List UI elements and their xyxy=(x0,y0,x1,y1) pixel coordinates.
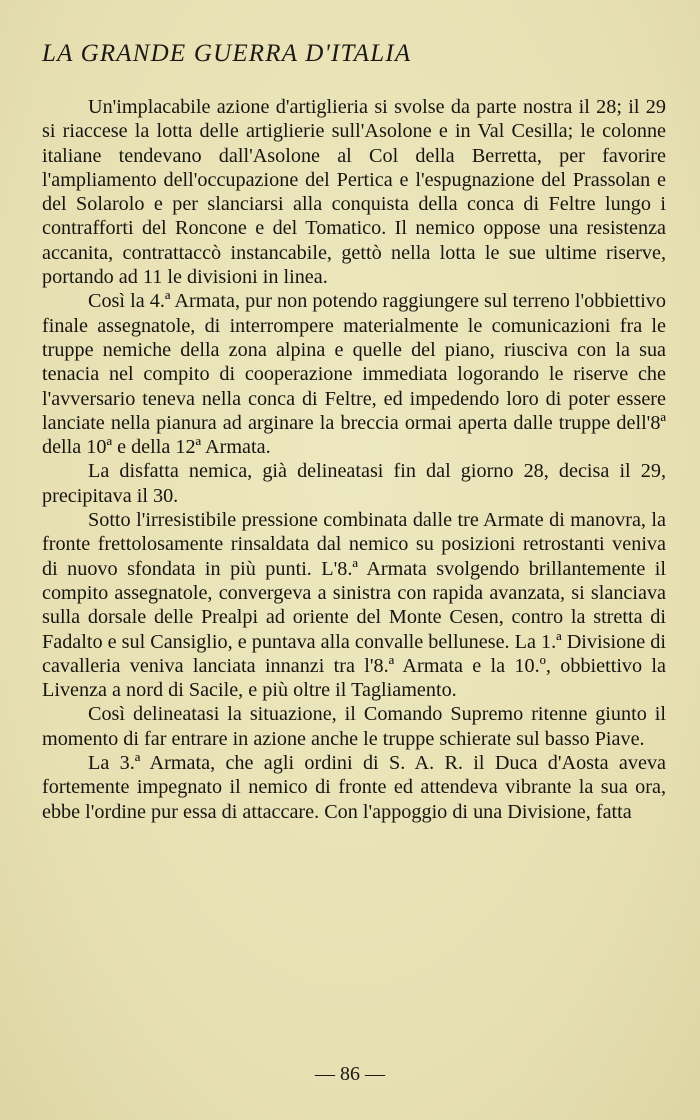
paragraph: La 3.ª Armata, che agli ordini di S. A. R. il Duca d'Aosta aveva fortemente impegnato il nemico di fronte ed attendeva vibrante la sua ora, ebbe l'ordine pur essa di attaccare. Con l'appoggio di una Divisione, fatta xyxy=(42,752,666,823)
paragraph: Così delineatasi la situazione, il Comando Supremo ritenne giunto il momento di far entrare in azione anche le truppe schierate sul basso Piave. xyxy=(42,703,666,750)
paragraph: La disfatta nemica, già delineatasi fin dal giorno 28, decisa il 29, precipitava il 30. xyxy=(42,460,666,507)
body-text xyxy=(42,95,666,824)
page-number: — 86 — xyxy=(315,1063,385,1085)
paragraph: Un'implacabile azione d'artiglieria si svolse da parte nostra il 28; il 29 si riaccese la lotta delle artiglierie sull'Asolone e in Val Cesilla; le colonne italiane tendevano dall'Asolone al Col della Berretta, per favorire l'ampliamento dell'occupazione del Pertica e l'espugnazione del Prassolan e del Solarolo e per slanciarsi alla conquista della conca di Feltre lungo i contrafforti del Roncone e del Tomatico. Il nemico oppose una resistenza accanita, contrattaccò instancabile, gettò nella lotta le sue ultime riserve, portando ad 11 le divisioni in linea. xyxy=(42,96,666,289)
running-title: LA GRANDE GUERRA D'ITALIA xyxy=(42,40,412,67)
paragraph: Così la 4.ª Armata, pur non potendo raggiungere sul terreno l'obbiettivo finale assegnatole, di interrompere materialmente le comunicazioni fra le truppe nemiche della zona alpina e quelle del piano, riusciva con la sua tenacia nel compito di cooperazione immediata logorando le riserve che l'avversario teneva nella conca di Feltre, ed impedendo loro di poter essere lanciate nella pianura ad arginare la breccia ormai aperta dalle truppe dell'8ª della 10ª e della 12ª Armata. xyxy=(42,290,666,459)
paragraph: Sotto l'irresistibile pressione combinata dalle tre Armate di manovra, la fronte frettolosamente rinsaldata dal nemico su posizioni retrostanti veniva di nuovo sfondata in più punti. L'8.ª Armata svolgendo brillantemente il compito assegnatole, convergeva a sinistra con rapida avanzata, si slanciava sulla dorsale delle Prealpi ad oriente del Monte Cesen, contro la stretta di Fadalto e sul Cansiglio, e puntava alla convalle bellunese. La 1.ª Divisione di cavalleria veniva lanciata innanzi tra l'8.ª Armata e la 10.º, obbiettivo la Livenza a nord di Sacile, e più oltre il Tagliamento. xyxy=(42,509,666,702)
